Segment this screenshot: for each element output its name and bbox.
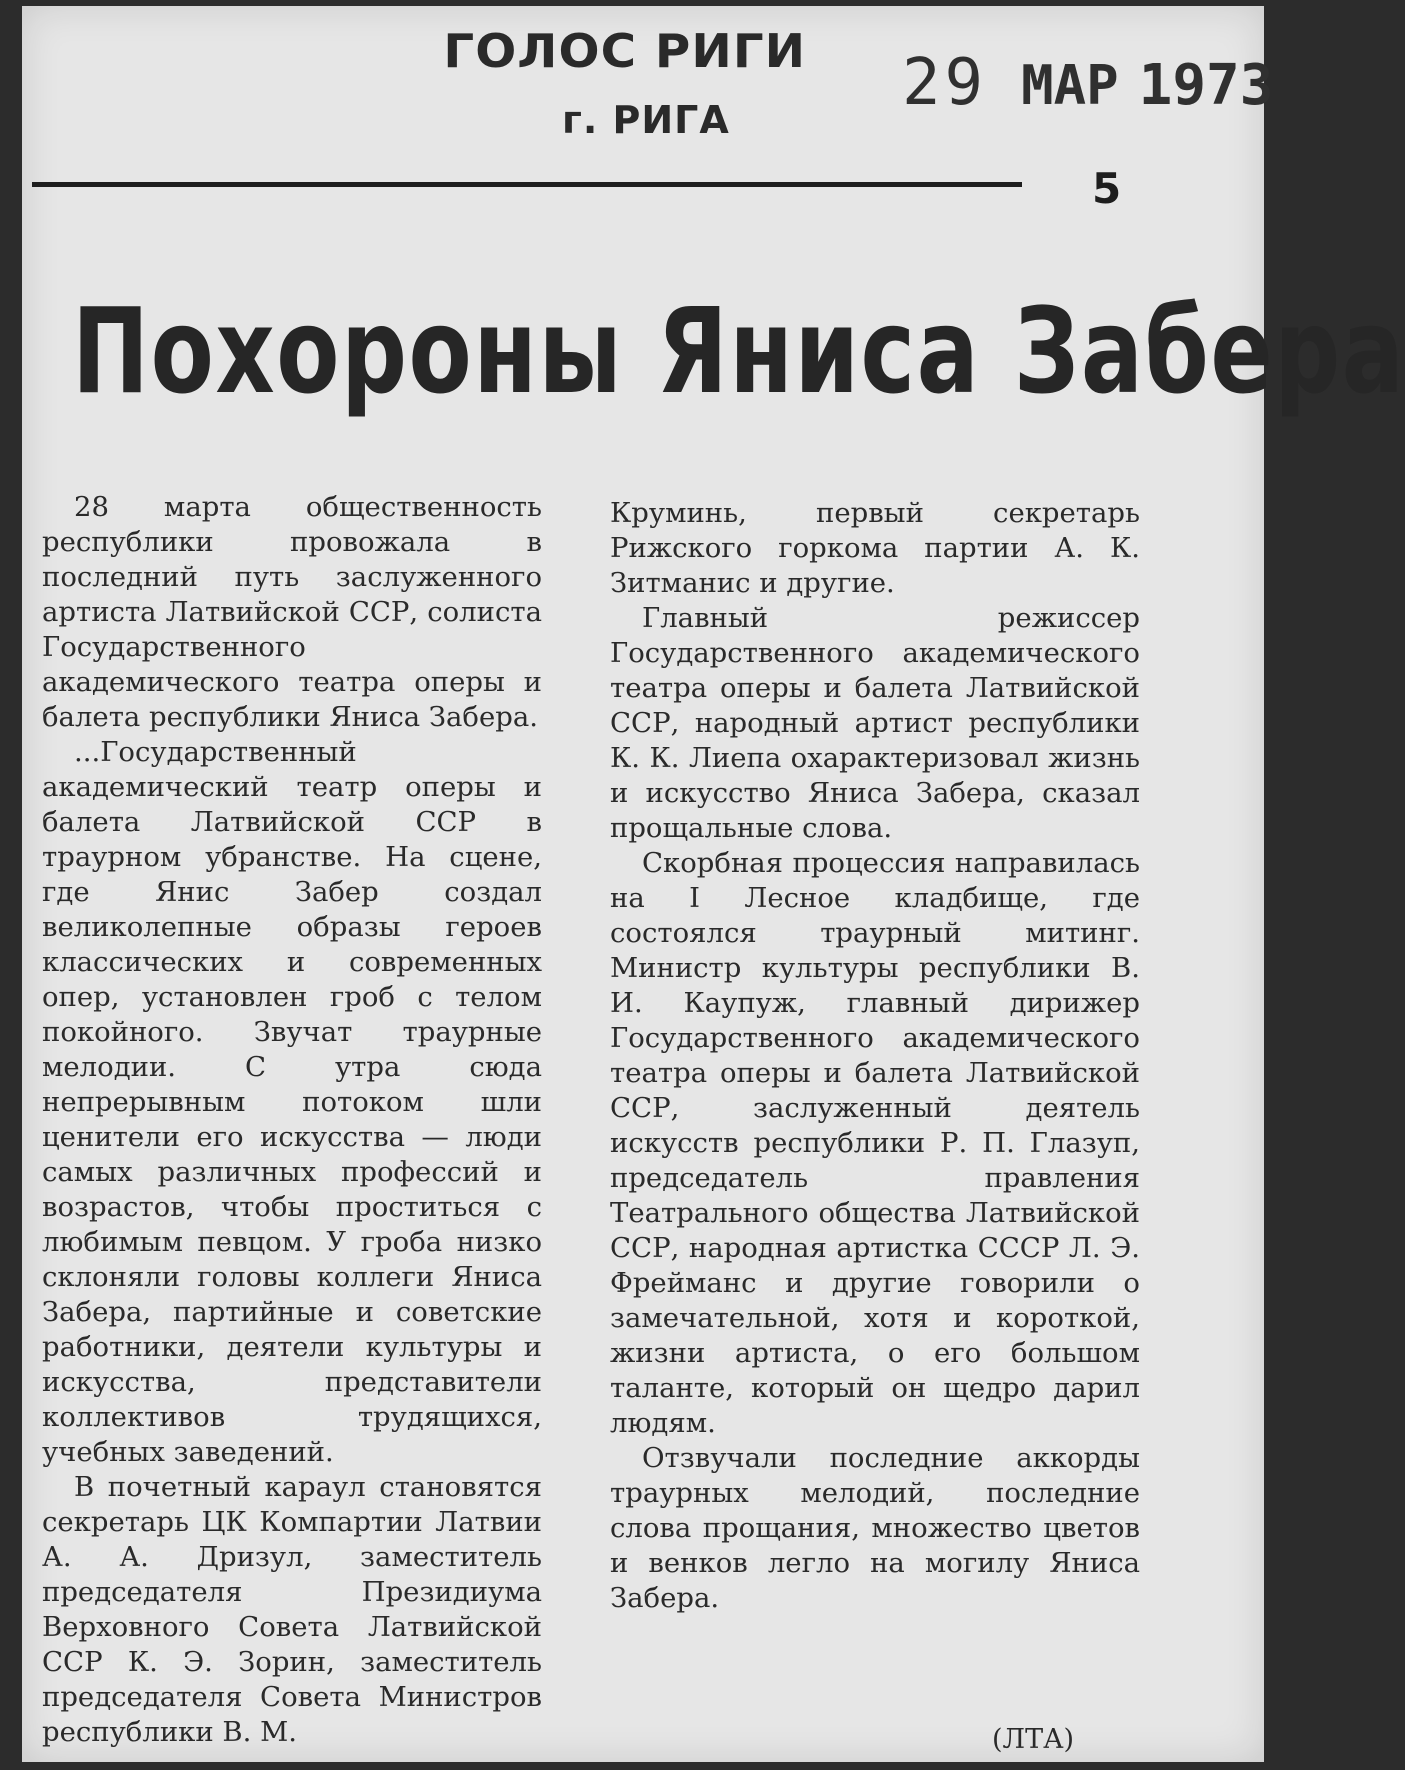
article-paragraph: Круминь, первый секретарь Рижского горкома партии А. К. Зитманис и другие. [610,497,1140,599]
date-stamp [902,46,1273,120]
article-column-left [42,490,542,1750]
article-headline: Похороны Яниса Забера [72,282,1405,420]
date-stamp-year: 1973 [1138,53,1274,118]
agency-signature: (ЛТА) [992,1724,1075,1755]
article-column-right [610,496,1140,1616]
city-stamp: г. РИГА [562,98,730,142]
newspaper-clipping [22,6,1405,1762]
newspaper-name-stamp: ГОЛОС РИГИ [443,24,807,78]
article-paragraph: Отзвучали последние аккорды траурных мелодий, последние слова прощания, множество цветов и венков легло на могилу Яниса Забера. [610,1442,1140,1614]
date-stamp-month: МАР [1021,54,1119,117]
page-number: 5 [1092,164,1122,213]
article-paragraph: 28 марта общественность республики провожала в последний путь заслуженного артиста Латвийской ССР, солиста Государственного академического театра оперы и балета республики Яниса Забера. [42,491,542,733]
article-paragraph: В почетный караул становятся секретарь ЦК Компартии Латвии А. А. Дризул, заместитель председателя Президиума Верховного Совета Латвийской ССР К. Э. Зорин, заместитель председателя Совета Министров республики В. М. [42,1471,542,1748]
article-paragraph: Главный режиссер Государственного академического театра оперы и балета Латвийской ССР, народный артист республики К. К. Лиепа охарактеризовал жизнь и искусство Яниса Забера, сказал прощальные слова. [610,602,1140,844]
article-paragraph: Скорбная процессия направилась на I Лесное кладбище, где состоялся траурный митинг. Министр культуры республики В. И. Каупуж, главный дирижер Государственного академического театра оперы и балета Латвийской ССР, заслуженный деятель искусств республики Р. П. Глазуп, председатель правления Театрального общества Латвийской ССР, народная артистка СССР Л. Э. Фрейманс и другие говорили о замечательной, хотя и короткой, жизни артиста, о его большом таланте, который он щедро дарил людям. [610,847,1140,1439]
date-stamp-day: 29 [902,46,988,120]
header-rule [32,182,1022,187]
article-paragraph: ...Государственный академический театр оперы и балета Латвийской ССР в траурном убранстве. На сцене, где Янис Забер создал великолепные образы героев классических и современных опер, установлен гроб с телом покойного. Звучат траурные мелодии. С утра сюда непрерывным потоком шли ценители его искусства — люди самых различных профессий и возрастов, чтобы проститься с любимым певцом. У гроба низко склоняли головы коллеги Яниса Забера, партийные и советские работники, деятели культуры и искусства, представители коллективов трудящихся, учебных заведений. [42,736,542,1468]
